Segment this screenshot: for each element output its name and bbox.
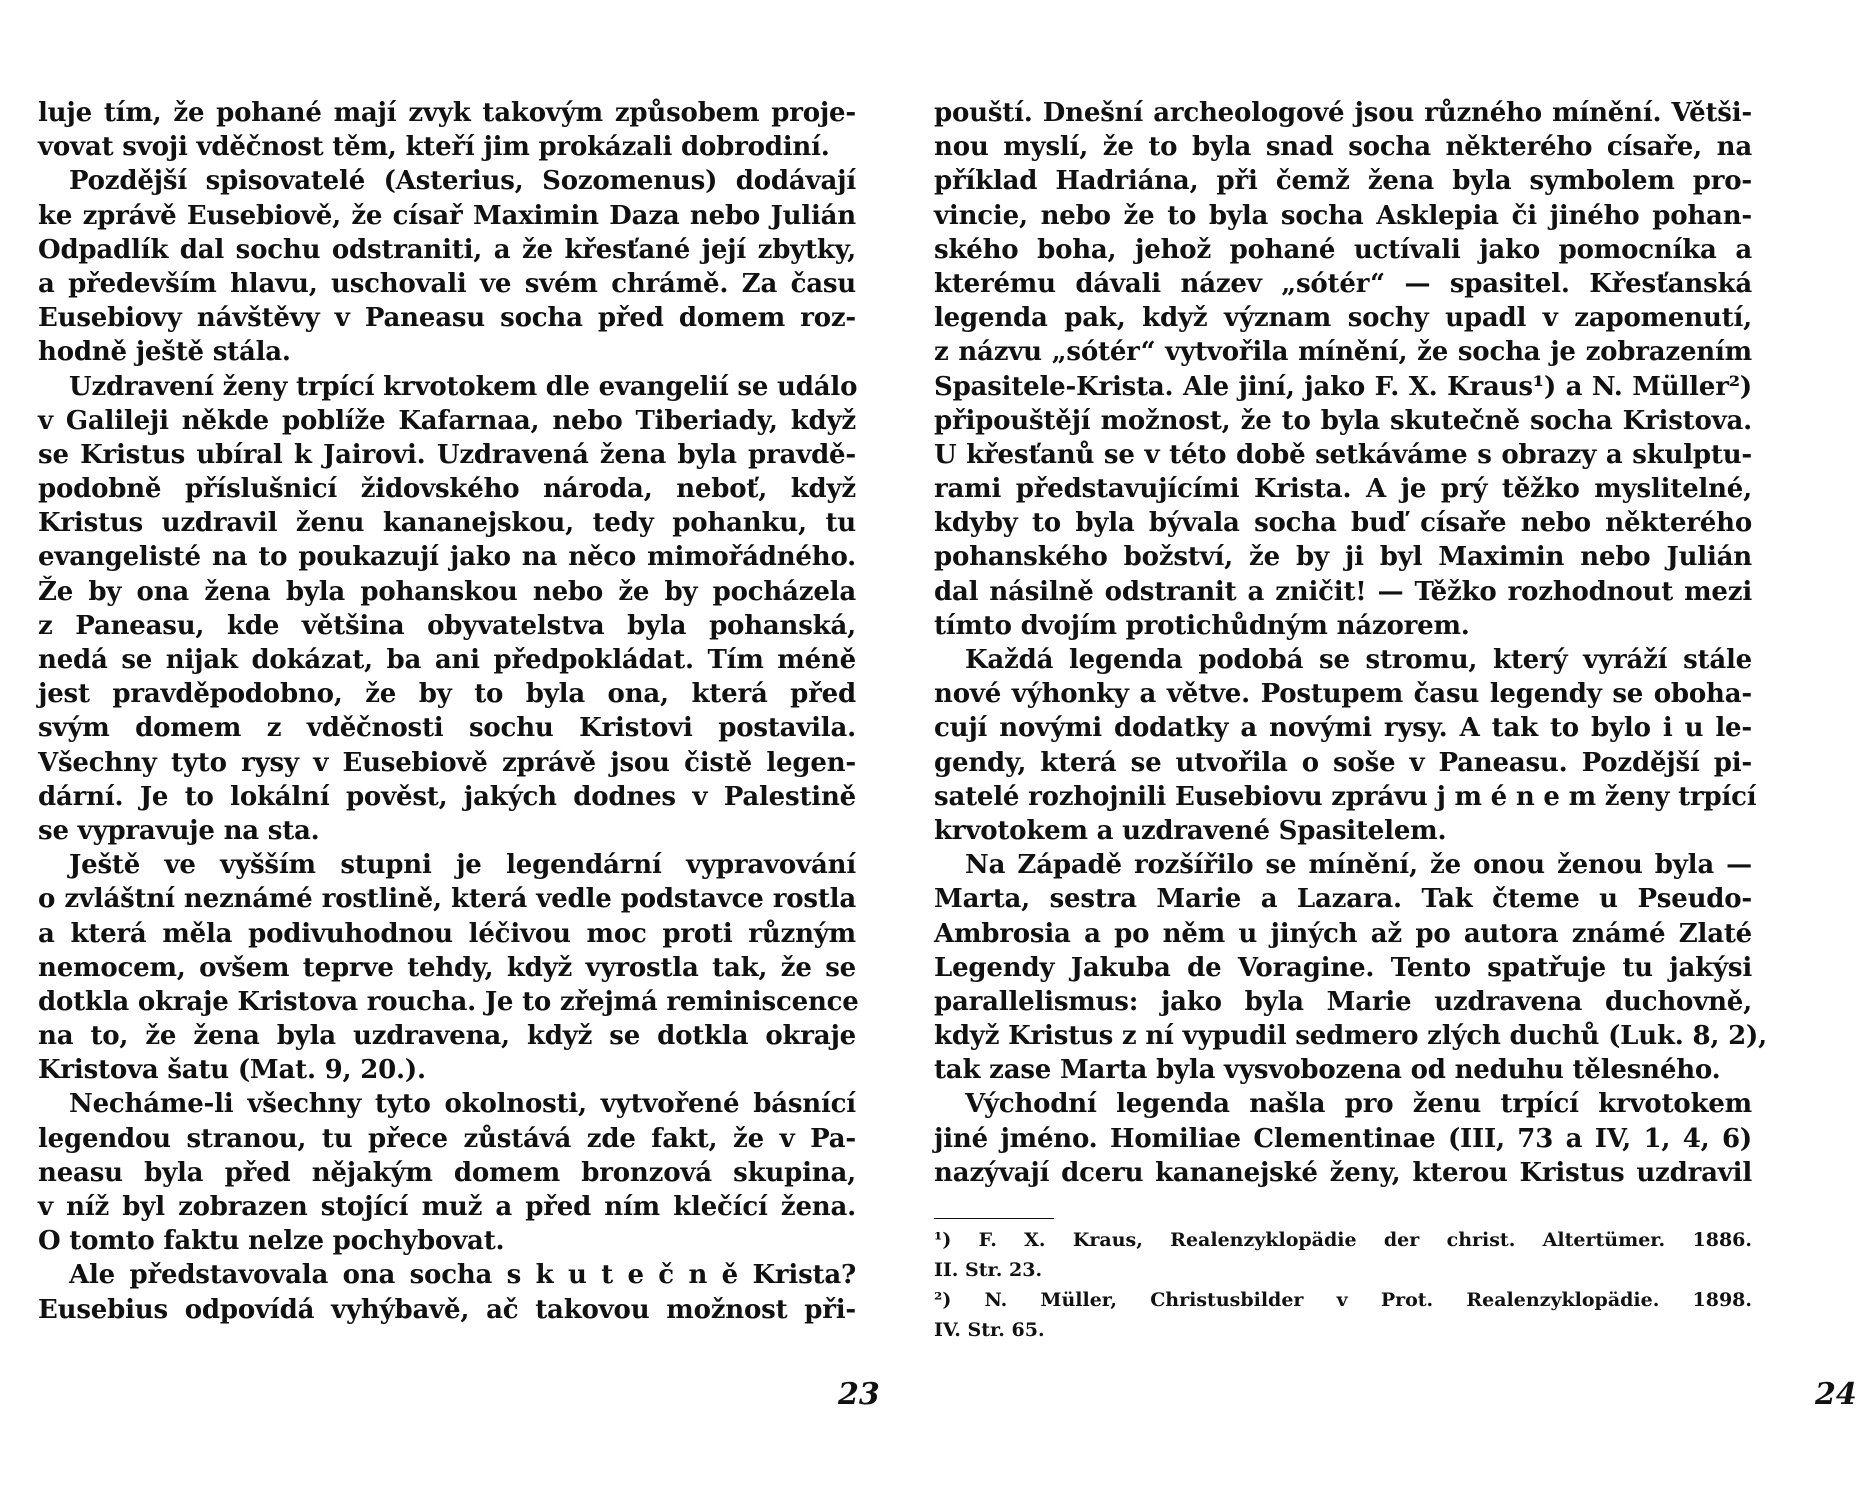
text-line: neasu byla před nějakým domem bronzová skupina, — [38, 1157, 856, 1188]
page-number-right: 24 — [1815, 1377, 1857, 1412]
text-line: když Kristus z ní vypudil sedmero zlých duchů (Luk. 8, 2), — [934, 1021, 1767, 1052]
text-line: legenda pak, když význam sochy upadl v zapomenutí, — [934, 303, 1752, 334]
left-page-text-column — [38, 96, 859, 1327]
text-line: Každá legenda podobá se stromu, který vyráží stále — [965, 645, 1752, 675]
text-line: nemocem, ovšem teprve tehdy, když vyrostla tak, že se — [38, 952, 856, 983]
text-line: podobně příslušnicí židovského národa, neboť, když — [38, 474, 856, 505]
text-line: nou myslí, že to byla snad socha některého císaře, na — [934, 132, 1752, 163]
text-line: Všechny tyto rysy v Eusebiově zprávě jsou čistě legen- — [38, 747, 856, 778]
footnotes — [934, 1225, 1752, 1345]
text-line: nedá se nijak dokázat, ba ani předpokládat. Tím méně — [38, 645, 856, 675]
text-line: hodně ještě stála. — [38, 337, 291, 368]
text-line: Pozdější spisovatelé (Asterius, Sozomenus) dodávají — [69, 166, 856, 197]
text-line: cují novými dodatky a novými rysy. A tak to bylo i u le- — [934, 713, 1752, 744]
right-page — [891, 0, 1857, 1500]
text-line: Uzdravení ženy trpící krvotokem dle evangelií se událo — [69, 371, 858, 402]
text-line: dární. Je to lokální pověst, jakých dodnes v Palestině — [38, 781, 856, 812]
text-line: z názvu „sótér“ vytvořila mínění, že socha je zobrazením — [934, 337, 1752, 368]
text-line: Ještě ve vyšším stupni je legendární vypravování — [69, 850, 856, 881]
text-line: v Galileji někde poblíže Kafarnaa, nebo Tiberiady, když — [38, 405, 856, 436]
text-line: vincie, nebo že to byla socha Asklepia či jiného pohan- — [934, 200, 1752, 231]
text-line: v níž byl zobrazen stojící muž a před ním klečící žena. — [38, 1192, 856, 1222]
text-line: tímto dvojím protichůdným názorem. — [934, 610, 1470, 641]
text-line: gendy, která se utvořila o soše v Paneasu. Pozdější pi- — [934, 747, 1752, 778]
footnote-line: ²) N. Müller, Christusbilder v Prot. Realenzyklopädie. 1898. — [934, 1289, 1752, 1311]
text-line: evangelisté na to poukazují jako na něco mimořádného. — [38, 542, 856, 573]
text-line: vovat svoji vděčnost těm, kteří jim prokázali dobrodiní. — [38, 132, 830, 163]
text-line: svým domem z vděčnosti sochu Kristovi postavila. — [38, 713, 856, 744]
text-line: jest pravděpodobno, že by to byla ona, která před — [38, 679, 856, 710]
text-line: Že by ona žena byla pohanskou nebo že by pocházela — [38, 576, 856, 607]
text-line: legendou stranou, tu přece zůstává zde fakt, že v Pa- — [38, 1123, 856, 1154]
text-line: Na Západě rozšířilo se mínění, že onou ženou byla — — [965, 850, 1752, 881]
text-line: satelé rozhojnili Eusebiovu zprávu j m é n e m ženy trpící — [934, 781, 1757, 812]
text-line: z Paneasu, kde většina obyvatelstva byla pohanská, — [38, 610, 856, 641]
text-line: Ale představovala ona socha s k u t e č n ě Krista? — [69, 1260, 856, 1291]
text-line: jiné jméno. Homiliae Clementinae (III, 73 a IV, 1, 4, 6) — [934, 1123, 1752, 1154]
text-line: připouštějí možnost, že to byla skutečně socha Kristova. — [934, 405, 1752, 436]
text-line: nazývají dceru kananejské ženy, kterou Kristus uzdravil — [934, 1157, 1752, 1188]
text-line: Odpadlík dal sochu odstraniti, a že křesťané její zbytky, — [38, 234, 856, 265]
text-line: ského boha, jehož pohané uctívali jako pomocníka a — [934, 234, 1752, 265]
text-line: pohanského božství, že by ji byl Maximin nebo Julián — [934, 542, 1752, 573]
text-line: o zvláštní neznámé rostlině, která vedle podstavce rostla — [38, 884, 856, 915]
text-line: O tomto faktu nelze pochybovat. — [38, 1226, 505, 1257]
footnote-line: ¹) F. X. Kraus, Realenzyklopädie der christ. Altertümer. 1886. — [934, 1229, 1752, 1251]
text-line: krvotokem a uzdravené Spasitelem. — [934, 815, 1447, 846]
text-line: luje tím, že pohané mají zvyk takovým způsobem proje- — [38, 98, 856, 128]
text-line: parallelismus: jako byla Marie uzdravena duchovně, — [934, 986, 1752, 1017]
text-line: Kristova šatu (Mat. 9, 20.). — [38, 1055, 426, 1086]
footnote-line: II. Str. 23. — [934, 1259, 1043, 1281]
text-line: kterému dávali název „sótér“ — spasitel. Křesťanská — [934, 268, 1752, 299]
text-line: a která měla podivuhodnou léčivou moc proti různým — [38, 918, 856, 949]
page-number-left: 23 — [838, 1377, 880, 1412]
text-line: na to, že žena byla uzdravena, když se dotkla okraje — [38, 1021, 856, 1052]
text-line: rami představujícími Krista. A je prý těžko myslitelné, — [934, 474, 1752, 505]
text-line: Eusebiovy návštěvy v Paneasu socha před domem roz- — [38, 303, 856, 334]
right-page-body — [934, 96, 1767, 1190]
right-page-text-column — [934, 96, 1767, 1345]
text-line: Necháme-li všechny tyto okolnosti, vytvořené básnící — [69, 1089, 856, 1120]
text-line: se Kristus ubíral k Jairovi. Uzdravená žena byla pravdě- — [38, 439, 856, 470]
text-line: příklad Hadriána, při čemž žena byla symbolem pro- — [934, 166, 1752, 197]
text-line: Eusebius odpovídá vyhýbavě, ač takovou možnost při- — [38, 1294, 856, 1325]
text-line: a především hlavu, uschovali ve svém chrámě. Za času — [38, 268, 856, 299]
text-line: Spasitele-Krista. Ale jiní, jako F. X. Kraus¹) a N. Müller²) — [934, 371, 1752, 402]
text-line: ke zprávě Eusebiově, že císař Maximin Daza nebo Julián — [38, 200, 856, 231]
text-line: pouští. Dnešní archeologové jsou různého mínění. Větši- — [934, 98, 1752, 128]
text-line: dotkla okraje Kristova roucha. Je to zřejmá reminiscence — [38, 986, 859, 1017]
text-line: U křesťanů se v této době setkáváme s obrazy a skulptu- — [934, 439, 1752, 470]
footnote-line: IV. Str. 65. — [934, 1319, 1045, 1341]
text-line: se vypravuje na sta. — [38, 815, 320, 846]
left-page — [0, 0, 891, 1500]
text-line: Ambrosia a po něm u jiných až po autora známé Zlaté — [934, 918, 1752, 949]
footnote-separator — [934, 1218, 1054, 1219]
text-line: Východní legenda našla pro ženu trpící krvotokem — [965, 1089, 1752, 1120]
text-line: tak zase Marta byla vysvobozena od neduhu tělesného. — [934, 1055, 1721, 1086]
text-line: Marta, sestra Marie a Lazara. Tak čteme u Pseudo- — [934, 884, 1752, 915]
text-line: Kristus uzdravil ženu kananejskou, tedy pohanku, tu — [38, 508, 856, 539]
text-line: dal násilně odstranit a zničit! — Těžko rozhodnout mezi — [934, 576, 1752, 607]
text-line: Legendy Jakuba de Voragine. Tento spatřuje tu jakýsi — [934, 952, 1752, 983]
text-line: nové výhonky a větve. Postupem času legendy se oboha- — [934, 679, 1752, 710]
text-line: kdyby to byla bývala socha buď císaře nebo některého — [934, 508, 1752, 539]
